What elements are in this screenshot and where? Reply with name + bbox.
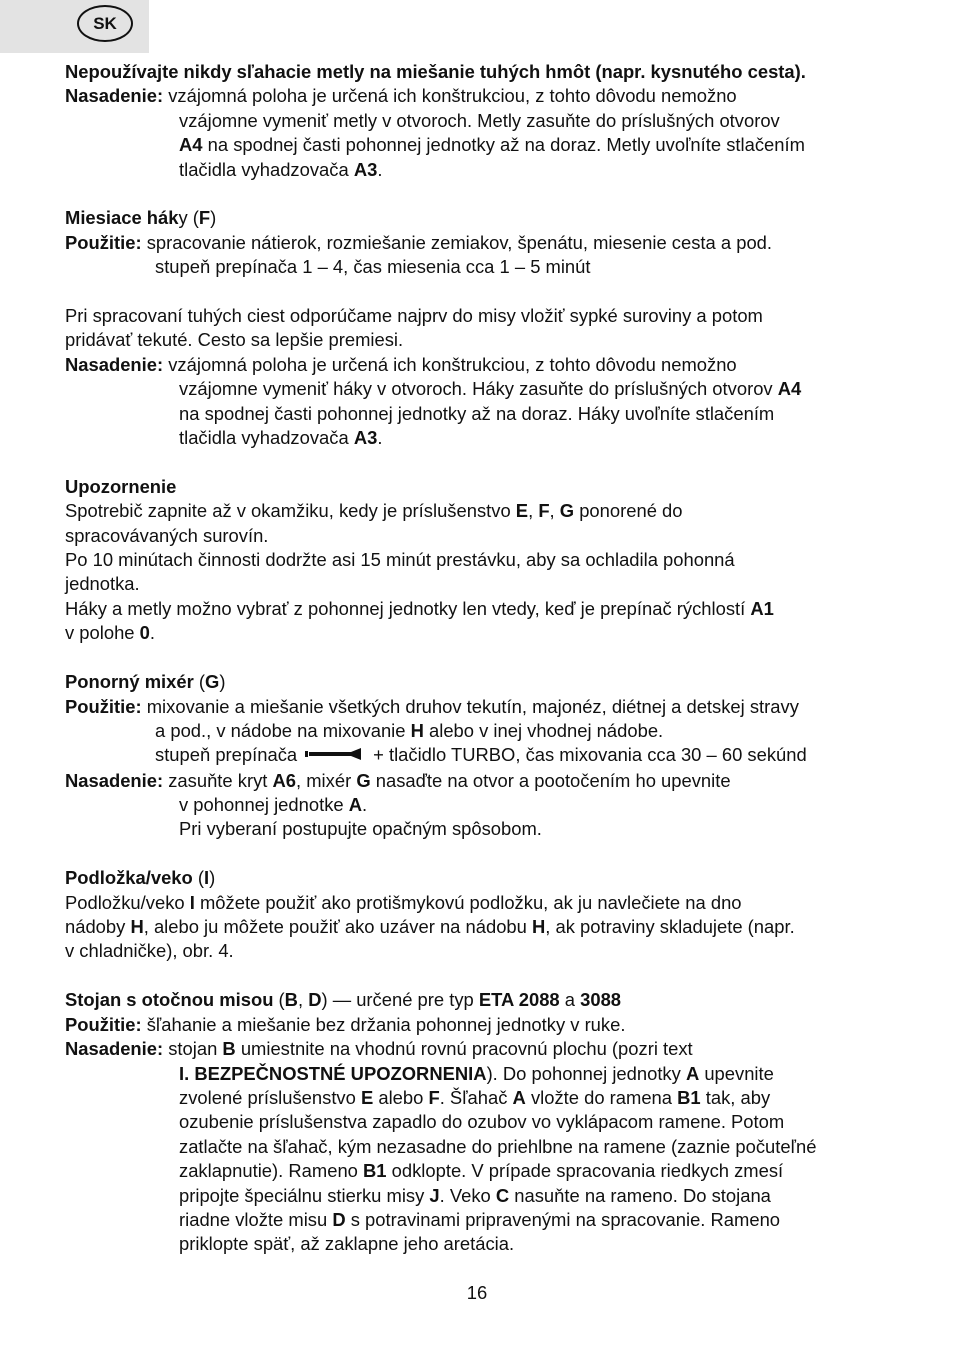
text: s potravinami pripravenými na spracovanie. Rameno bbox=[345, 1208, 781, 1230]
warning-line-2: spracovávaných surovín. bbox=[65, 524, 269, 546]
text: ( bbox=[273, 989, 285, 1011]
text: v pohonnej jednotke bbox=[179, 794, 349, 816]
hooks-mounting-line-3: na spodnej časti pohonnej jednotky až na doraz. Háky uvoľníte stlačením bbox=[179, 402, 775, 424]
text: stupeň prepínača bbox=[155, 744, 298, 766]
ref: D bbox=[308, 989, 322, 1011]
text: , bbox=[297, 989, 309, 1011]
ref: B bbox=[222, 1038, 236, 1060]
text: Podložku/veko bbox=[65, 891, 190, 913]
text: tlačidla vyhadzovača bbox=[179, 427, 354, 449]
ref: C bbox=[495, 1184, 510, 1206]
text: y ( bbox=[178, 207, 199, 229]
text: zaklapnutie). Rameno bbox=[179, 1160, 364, 1182]
ref: A bbox=[512, 1086, 526, 1108]
ref: E bbox=[360, 1086, 374, 1108]
text: ( bbox=[192, 867, 204, 889]
model: ETA 2088 bbox=[478, 989, 560, 1011]
text: . Veko bbox=[439, 1184, 496, 1206]
usage-label: Použitie: bbox=[65, 231, 142, 253]
text: , alebo ju môžete použiť ako uzáver na nádobu bbox=[143, 916, 532, 938]
ref: A4 bbox=[179, 134, 203, 156]
ref: B bbox=[284, 989, 298, 1011]
ref: G bbox=[559, 500, 575, 522]
text: zvolené príslušenstvo bbox=[179, 1086, 361, 1108]
stand-mounting-line-1 bbox=[65, 1037, 895, 1061]
speed-max-icon bbox=[305, 742, 361, 766]
text: spracovanie nátierok, rozmiešanie zemiakov, špenátu, miesenie cesta a pod. bbox=[141, 231, 773, 253]
ref: D bbox=[332, 1208, 346, 1230]
language-badge: SK bbox=[77, 5, 133, 42]
hooks-mounting-line-1 bbox=[65, 353, 895, 377]
ref: J bbox=[429, 1184, 440, 1206]
ref: F bbox=[428, 1086, 440, 1108]
text: . bbox=[149, 622, 155, 644]
text: ( bbox=[193, 671, 206, 693]
warning-line-4: jednotka. bbox=[65, 573, 140, 595]
text: ). Do pohonnej jednotky bbox=[486, 1062, 686, 1084]
ref: F bbox=[538, 500, 550, 522]
lid-section bbox=[65, 866, 895, 964]
text: zasuňte kryt bbox=[163, 769, 273, 791]
whisk-mounting-line-1 bbox=[65, 84, 895, 108]
page-content bbox=[65, 60, 895, 1281]
text: , ak potraviny skladujete (napr. bbox=[545, 916, 795, 938]
text: ) — určené pre typ bbox=[321, 989, 479, 1011]
stand-mounting-line-5: zatlačte na šľahač, kým nezasadne do priehlbne na ramene (zaznie počuteľné bbox=[179, 1135, 817, 1157]
hooks-mounting-line-4 bbox=[65, 426, 895, 450]
text: nasuňte na rameno. Do stojana bbox=[509, 1184, 771, 1206]
mounting-label: Nasadenie: bbox=[65, 85, 164, 107]
text: na spodnej časti pohonnej jednotky až na doraz. Metly uvoľníte stlačením bbox=[202, 134, 805, 156]
blender-mounting-line-3: Pri vyberaní postupujte opačným spôsobom. bbox=[179, 818, 542, 840]
warning-line-3: Po 10 minútach činnosti dodržte asi 15 minút prestávku, aby sa ochladila pohonná bbox=[65, 549, 735, 571]
ref: H bbox=[532, 916, 546, 938]
hooks-usage-line-1 bbox=[65, 231, 895, 255]
ref: G bbox=[205, 671, 220, 693]
text: riadne vložte misu bbox=[179, 1208, 333, 1230]
text: Miesiace hák bbox=[65, 207, 179, 229]
text: nádoby bbox=[65, 916, 131, 938]
text: stojan bbox=[163, 1038, 223, 1060]
text: Ponorný mixér bbox=[65, 671, 194, 693]
usage-label: Použitie: bbox=[65, 1013, 142, 1035]
text: alebo bbox=[373, 1086, 429, 1108]
whisk-mounting-line-2: vzájomne vymeniť metly v otvoroch. Metly zasuňte do príslušných otvorov bbox=[179, 109, 780, 131]
ref: I bbox=[189, 891, 195, 913]
model: 3088 bbox=[580, 989, 622, 1011]
ref: A3 bbox=[353, 427, 378, 449]
text: . bbox=[362, 794, 368, 816]
ref: I bbox=[204, 867, 210, 889]
text: a bbox=[559, 989, 581, 1011]
lid-line-2 bbox=[65, 915, 895, 939]
whisk-mounting-line-4 bbox=[65, 158, 895, 182]
hooks-para-line-2: pridávať tekuté. Cesto sa lepšie premiesi. bbox=[65, 329, 404, 351]
text: Podložka/veko bbox=[65, 867, 193, 889]
ref: H bbox=[130, 916, 144, 938]
mounting-label: Nasadenie: bbox=[65, 769, 164, 791]
hooks-mounting-section bbox=[65, 304, 895, 450]
text: vzájomná poloha je určená ich konštrukciou, z tohto dôvodu nemožno bbox=[163, 85, 737, 107]
ref: A bbox=[348, 794, 363, 816]
text: , mixér bbox=[296, 769, 357, 791]
ref: H bbox=[410, 719, 424, 741]
mounting-label: Nasadenie: bbox=[65, 353, 164, 375]
ref: B1 bbox=[363, 1160, 387, 1182]
whisk-mounting-line-3 bbox=[65, 133, 895, 157]
blender-mounting-line-2 bbox=[65, 793, 895, 817]
ref: E bbox=[515, 500, 529, 522]
blender-usage-line-2 bbox=[65, 719, 895, 743]
text: upevnite bbox=[699, 1062, 774, 1084]
stand-mounting-line-8 bbox=[65, 1208, 895, 1232]
text: pripojte špeciálnu stierku misy bbox=[179, 1184, 430, 1206]
ref: F bbox=[198, 207, 211, 229]
blender-usage-line-3 bbox=[65, 743, 895, 768]
ref: A6 bbox=[272, 769, 297, 791]
text: v polohe bbox=[65, 622, 140, 644]
text: . bbox=[377, 427, 383, 449]
warning-section bbox=[65, 475, 895, 646]
hooks-title bbox=[65, 206, 895, 230]
stand-usage-line-1 bbox=[65, 1013, 895, 1037]
ref: A3 bbox=[353, 158, 378, 180]
warning-line-5 bbox=[65, 597, 895, 621]
lid-line-1 bbox=[65, 891, 895, 915]
stand-section bbox=[65, 988, 895, 1256]
ref: 0 bbox=[139, 622, 150, 644]
ref: A1 bbox=[750, 597, 774, 619]
mounting-label: Nasadenie: bbox=[65, 1038, 164, 1060]
text: tlačidla vyhadzovača bbox=[179, 158, 354, 180]
hooks-mounting-line-2 bbox=[65, 377, 895, 401]
text: . bbox=[377, 158, 383, 180]
ref: A bbox=[685, 1062, 700, 1084]
blender-mounting-line-1 bbox=[65, 769, 895, 793]
intro-warning: Nepoužívajte nikdy sľahacie metly na miešanie tuhých hmôt (napr. kysnutého cesta). bbox=[65, 61, 806, 82]
hooks-para-line-1: Pri spracovaní tuhých ciest odporúčame najprv do misy vložiť sypké suroviny a potom bbox=[65, 305, 763, 327]
text: tak, aby bbox=[700, 1086, 771, 1108]
ref: I. BEZPEČNOSTNÉ UPOZORNENIA bbox=[179, 1062, 487, 1084]
text: vzájomne vymeniť háky v otvoroch. Háky zasuňte do príslušných otvorov bbox=[179, 378, 778, 400]
stand-title bbox=[65, 988, 895, 1012]
text: + tlačidlo TURBO, čas mixovania cca 30 – 60 sekúnd bbox=[373, 744, 807, 766]
language-tab bbox=[0, 0, 149, 53]
blender-usage-line-1 bbox=[65, 695, 895, 719]
text: nasaďte na otvor a pootočením ho upevnite bbox=[370, 769, 731, 791]
text: ) bbox=[209, 867, 216, 889]
stand-mounting-line-4: ozubenie príslušenstva zapadlo do ozubov vo vyklápacom ramene. Potom bbox=[179, 1111, 785, 1133]
text: alebo v inej vhodnej nádobe. bbox=[423, 719, 664, 741]
ref: G bbox=[356, 769, 371, 791]
text: môžete použiť ako protišmykovú podložku, ak ju navlečiete na dno bbox=[194, 891, 742, 913]
text: , bbox=[549, 500, 560, 522]
hooks-section bbox=[65, 206, 895, 279]
warning-line-6 bbox=[65, 621, 895, 645]
text: a pod., v nádobe na mixovanie bbox=[155, 719, 411, 741]
blender-title bbox=[65, 670, 895, 694]
text: Spotrebič zapnite až v okamžiku, kedy je príslušenstvo bbox=[65, 500, 516, 522]
stand-mounting-line-6 bbox=[65, 1159, 895, 1183]
lid-line-3: v chladničke), obr. 4. bbox=[65, 940, 234, 962]
usage-label: Použitie: bbox=[65, 695, 142, 717]
whisks-section bbox=[65, 60, 895, 182]
warning-title: Upozornenie bbox=[65, 475, 177, 497]
ref: A4 bbox=[777, 378, 802, 400]
page-number: 16 bbox=[466, 1282, 488, 1303]
text: ) bbox=[219, 671, 226, 693]
text: mixovanie a miešanie všetkých druhov tekutín, majonéz, diétnej a detskej stravy bbox=[141, 695, 799, 717]
ref: B1 bbox=[677, 1086, 701, 1108]
text: odklopte. V prípade spracovania riedkych zmesí bbox=[386, 1160, 784, 1182]
hooks-usage-line-2: stupeň prepínača 1 – 4, čas miesenia cca 1 – 5 minút bbox=[155, 256, 591, 278]
text: vzájomná poloha je určená ich konštrukciou, z tohto dôvodu nemožno bbox=[163, 353, 737, 375]
stand-mounting-line-2 bbox=[65, 1062, 895, 1086]
text: vložte do ramena bbox=[525, 1086, 678, 1108]
text: , bbox=[528, 500, 539, 522]
text: ponorené do bbox=[574, 500, 683, 522]
text: umiestnite na vhodnú rovnú pracovnú plochu (pozri text bbox=[235, 1038, 693, 1060]
stand-mounting-line-3 bbox=[65, 1086, 895, 1110]
text: Háky a metly možno vybrať z pohonnej jednotky len vtedy, keď je prepínač rýchlostí bbox=[65, 597, 751, 619]
lid-title bbox=[65, 866, 895, 890]
stand-mounting-line-7 bbox=[65, 1184, 895, 1208]
text: šľahanie a miešanie bez držania pohonnej jednotky v ruke. bbox=[141, 1013, 626, 1035]
stand-mounting-line-9: priklopte späť, až zaklapne jeho aretácia. bbox=[179, 1233, 515, 1255]
warning-line-1 bbox=[65, 499, 895, 523]
text: . Šľahač bbox=[439, 1086, 513, 1108]
blender-section bbox=[65, 670, 895, 842]
text: ) bbox=[210, 207, 217, 229]
text: Stojan s otočnou misou bbox=[65, 989, 274, 1011]
